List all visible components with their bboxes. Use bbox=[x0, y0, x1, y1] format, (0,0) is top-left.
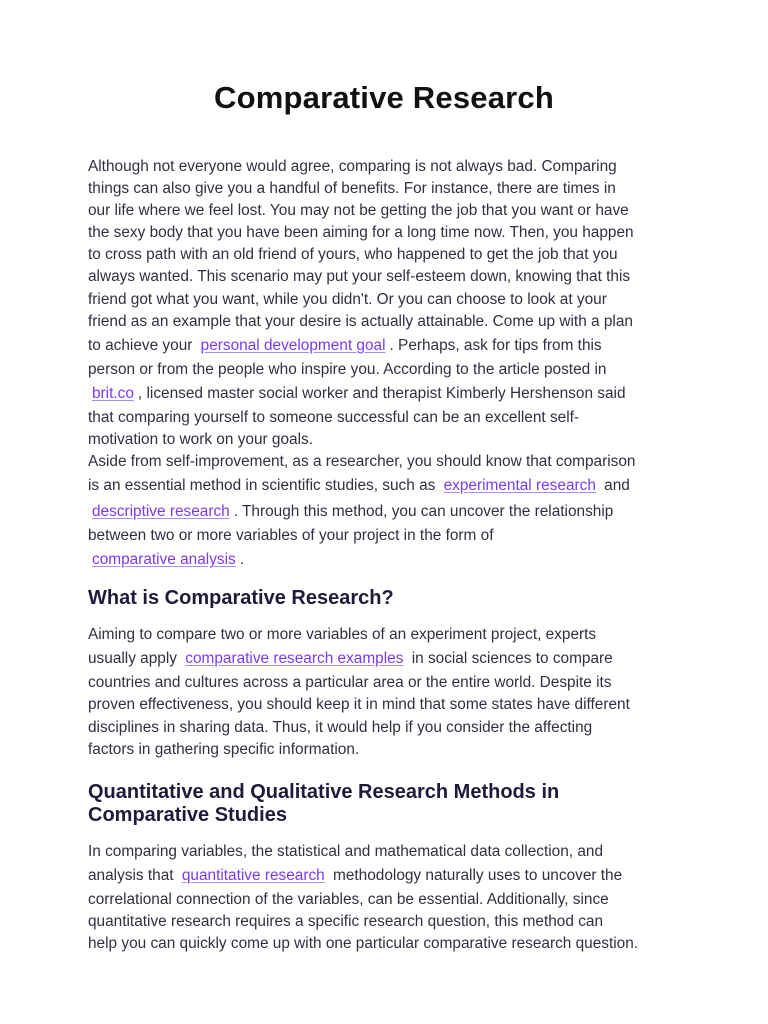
text-fragment: , licensed master social worker and therapist Kimberly Hershenson said bbox=[137, 384, 626, 402]
text-line: our life where we feel lost. You may not be getting the job that you want or have bbox=[88, 202, 629, 220]
brit-co-link[interactable]: brit.co bbox=[92, 384, 134, 402]
text-line: In comparing variables, the statistical and mathematical data collection, and bbox=[88, 842, 604, 860]
text-fragment: . bbox=[239, 551, 244, 569]
page-title: Comparative Research bbox=[214, 80, 554, 115]
text-line: Aiming to compare two or more variables of an experiment project, experts bbox=[88, 626, 597, 644]
text-fragment: to achieve your bbox=[88, 336, 193, 354]
comparative-analysis-link[interactable]: comparative analysis bbox=[92, 551, 236, 569]
section-heading-what-is bbox=[88, 587, 688, 610]
text-line bbox=[88, 499, 688, 525]
text-line: person or from the people who inspire you. According to the article posted in bbox=[88, 360, 607, 378]
article-body bbox=[88, 156, 688, 955]
personal-development-goal-link[interactable]: personal development goal bbox=[200, 336, 386, 354]
text-line: correlational connection of the variables, can be essential. Additionally, since bbox=[88, 890, 609, 908]
text-line: always wanted. This scenario may put your self-esteem down, knowing that this bbox=[88, 268, 631, 286]
text-line: countries and cultures across a particular area or the entire world. Despite its bbox=[88, 674, 612, 692]
what-is-paragraph bbox=[88, 624, 688, 760]
text-line bbox=[88, 473, 688, 499]
text-line: Aside from self-improvement, as a researcher, you should know that comparison bbox=[88, 453, 636, 471]
text-fragment: and bbox=[604, 477, 630, 495]
text-line: to cross path with an old friend of yours, who happened to get the job that you bbox=[88, 246, 618, 264]
experimental-research-link[interactable]: experimental research bbox=[443, 477, 596, 495]
text-fragment: methodology naturally uses to uncover the bbox=[333, 866, 623, 884]
text-line: that comparing yourself to someone successful can be an excellent self- bbox=[88, 408, 580, 426]
text-line bbox=[88, 333, 688, 359]
comparative-research-examples-link[interactable]: comparative research examples bbox=[185, 650, 404, 668]
text-line bbox=[88, 547, 688, 573]
text-fragment: is an essential method in scientific studies, such as bbox=[88, 477, 436, 495]
text-line bbox=[88, 381, 688, 407]
text-line: quantitative research requires a specific research question, this method can bbox=[88, 912, 604, 930]
text-line: disciplines in sharing data. Thus, it would help if you consider the affecting bbox=[88, 718, 593, 736]
text-fragment: . Perhaps, ask for tips from this bbox=[389, 336, 602, 354]
text-line bbox=[88, 646, 688, 672]
text-line: between two or more variables of your project in the form of bbox=[88, 527, 494, 545]
text-line: the sexy body that you have been aiming for a long time now. Then, you happen bbox=[88, 224, 634, 242]
text-line: help you can quickly come up with one particular comparative research question. bbox=[88, 934, 639, 952]
text-fragment: usually apply bbox=[88, 650, 177, 668]
text-fragment: . Through this method, you can uncover the relationship bbox=[233, 503, 614, 521]
text-fragment: in social sciences to compare bbox=[411, 650, 613, 668]
quantitative-research-link[interactable]: quantitative research bbox=[181, 866, 325, 884]
text-line bbox=[88, 863, 688, 889]
heading-text: Comparative Studies bbox=[88, 803, 287, 826]
quant-qual-paragraph bbox=[88, 841, 688, 955]
text-line: friend got what you want, while you didn't. Or you can choose to look at your bbox=[88, 290, 607, 308]
section-heading-quant-qual bbox=[88, 781, 688, 827]
text-line: Although not everyone would agree, comparing is not always bad. Comparing bbox=[88, 158, 617, 175]
heading-text: What is Comparative Research? bbox=[88, 587, 394, 610]
intro-paragraph bbox=[88, 156, 688, 573]
heading-text: Quantitative and Qualitative Research Methods in bbox=[88, 780, 560, 803]
text-line: proven effectiveness, you should keep it in mind that some states have different bbox=[88, 696, 630, 714]
text-fragment: analysis that bbox=[88, 866, 174, 884]
text-line: things can also give you a handful of benefits. For instance, there are times in bbox=[88, 180, 616, 198]
text-line: friend as an example that your desire is actually attainable. Come up with a plan bbox=[88, 312, 633, 330]
descriptive-research-link[interactable]: descriptive research bbox=[92, 503, 230, 521]
text-line: motivation to work on your goals. bbox=[88, 430, 313, 448]
text-line: factors in gathering specific information. bbox=[88, 740, 360, 758]
